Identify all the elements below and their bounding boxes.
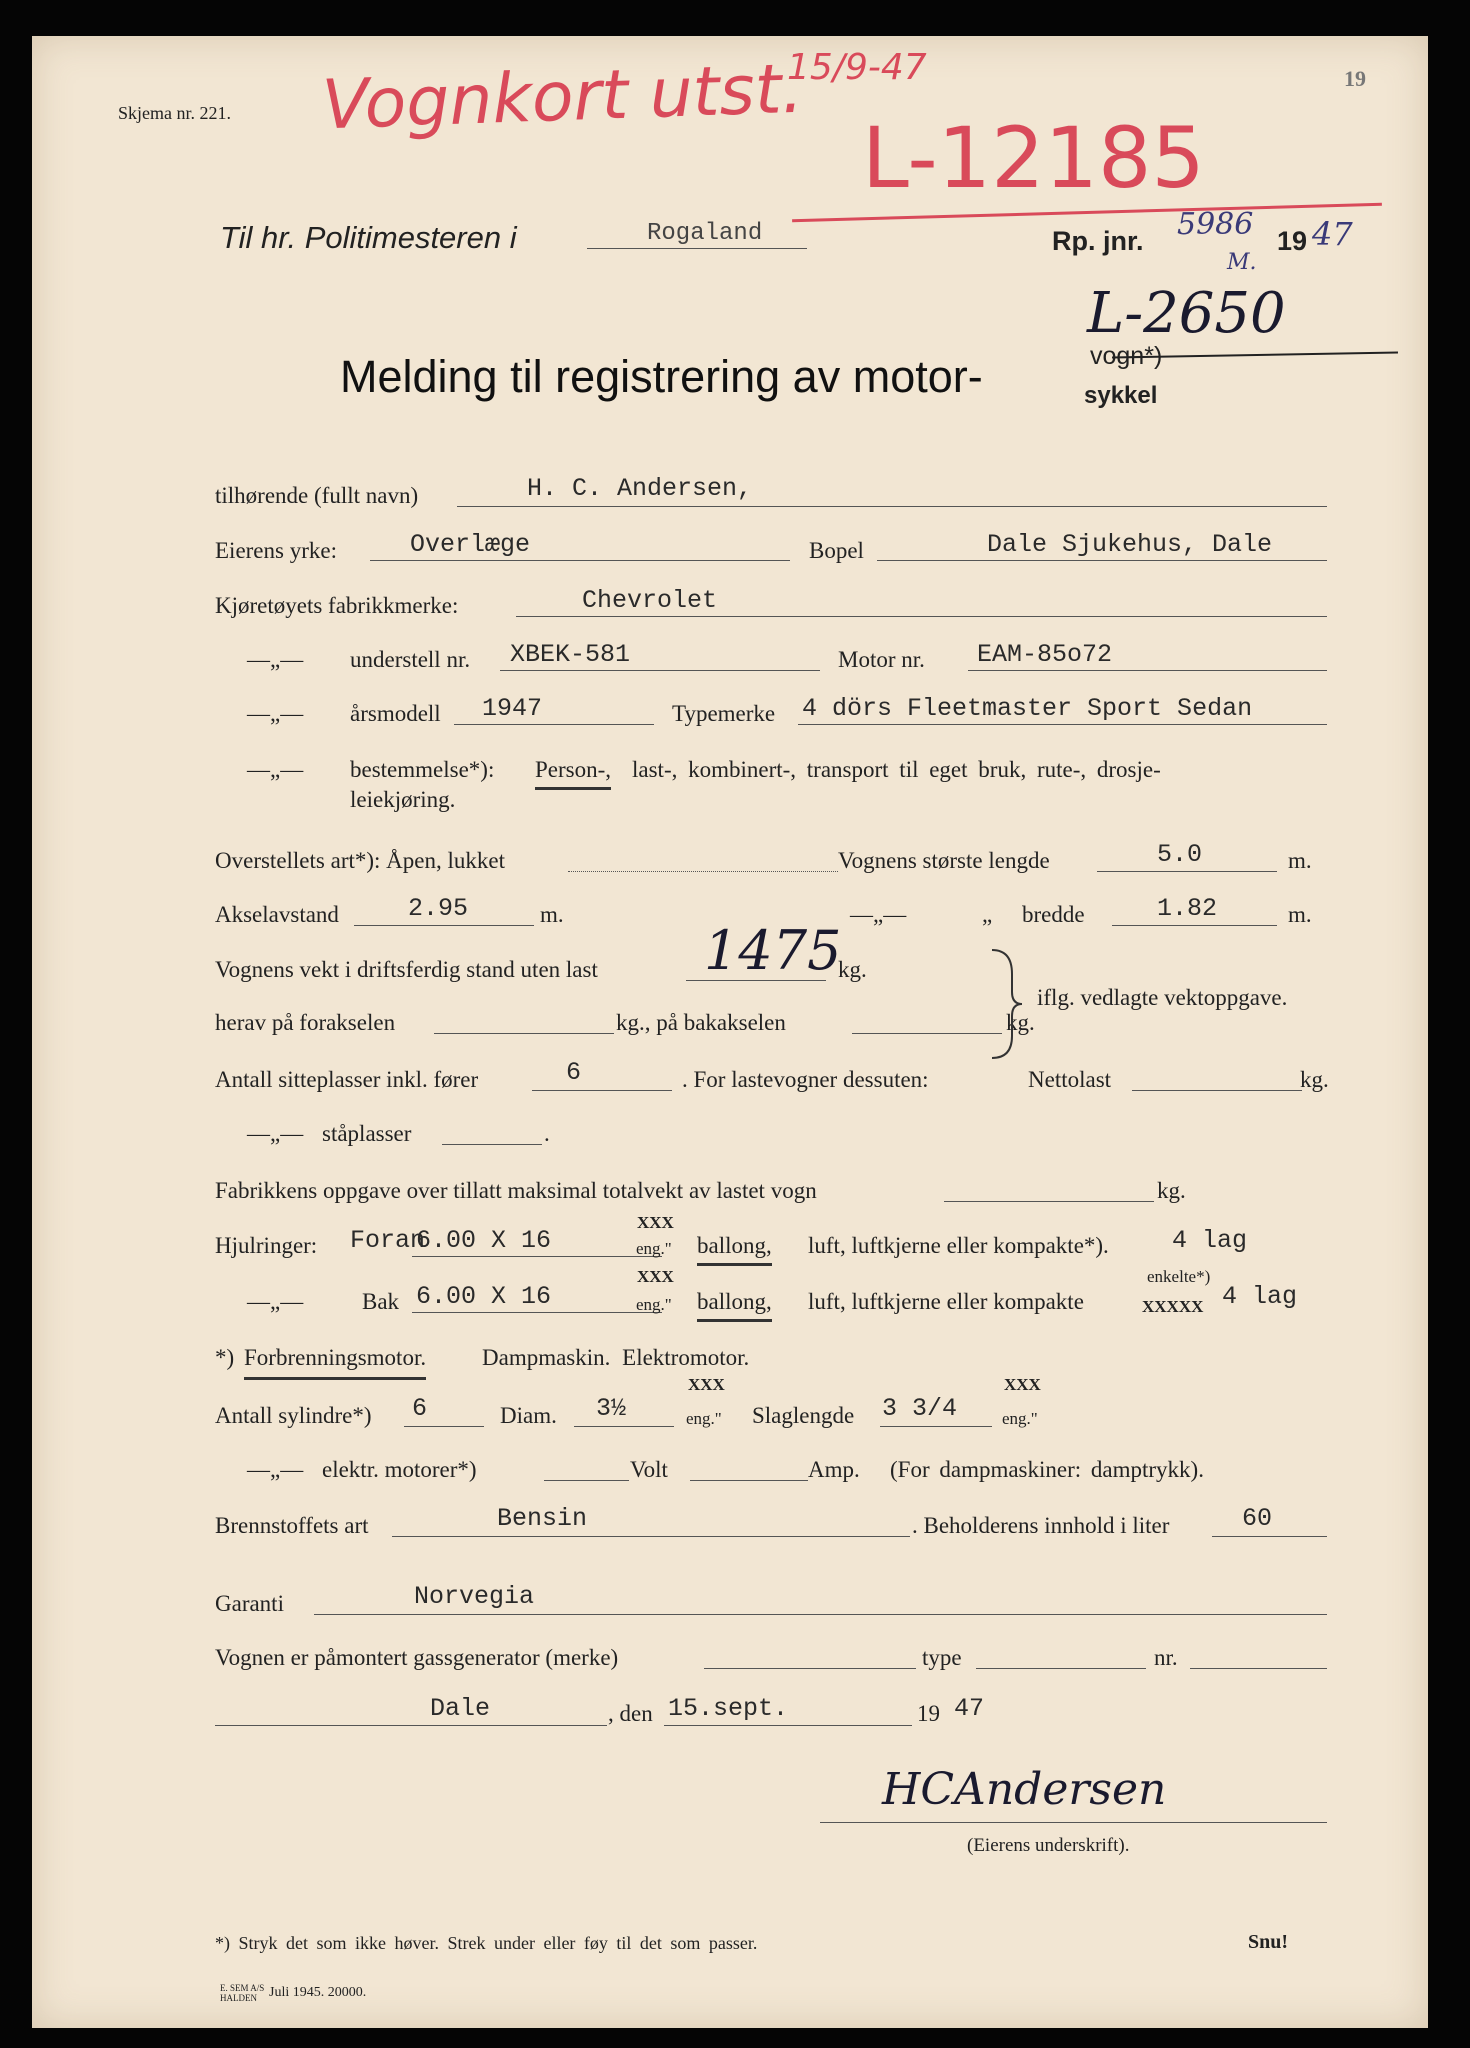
standing-label: ståplasser [322, 1121, 412, 1146]
rear-tyres-option-single: enkelte*) [1147, 1267, 1211, 1286]
rear-tyres-unit: eng." [636, 1295, 672, 1314]
front-tyres-type-rest: luft, luftkjerne eller kompakte*). [808, 1233, 1109, 1258]
front-tyres-label: Hjulringer: [215, 1233, 318, 1258]
title-option-sykkel: sykkel [1084, 382, 1158, 409]
front-tyres-size[interactable]: 6.00 X 16 [416, 1226, 552, 1255]
occupation-value[interactable]: Overlæge [410, 530, 531, 559]
front-tyres-unit-struck: XXX [637, 1213, 674, 1232]
title-option-vogn: vogn*) [1090, 342, 1163, 370]
page-number: 19 [1344, 66, 1366, 91]
guarantee-value[interactable]: Norvegia [414, 1582, 535, 1611]
tank-label: . Beholderens innhold i liter [912, 1513, 1170, 1538]
residence-value[interactable]: Dale Sjukehus, Dale [987, 530, 1273, 559]
stroke-unit: eng." [1002, 1409, 1038, 1428]
steam-note: (For dampmaskiner: damptrykk). [890, 1457, 1204, 1482]
wheelbase-unit: m. [540, 902, 564, 927]
seats-label: Antall sitteplasser inkl. fører [215, 1067, 479, 1092]
tank-value[interactable]: 60 [1242, 1504, 1273, 1533]
ditto-mark: —„— [247, 647, 304, 672]
motor-label: Motor nr. [838, 647, 925, 672]
make-label: Kjøretøyets fabrikkmerke: [215, 593, 459, 618]
ditto-mark: —„— [247, 1457, 304, 1482]
ditto-mark: —„— [247, 701, 304, 726]
type-mark-value[interactable]: 4 dörs Fleetmaster Sport Sedan [802, 694, 1253, 723]
cargo-note: . For lastevogner dessuten: [682, 1067, 929, 1092]
purpose-selected-option[interactable]: Person-, [535, 758, 611, 790]
wheelbase-label: Akselavstand [215, 902, 339, 927]
signature-year-century: 19 [917, 1701, 940, 1726]
rear-tyres-ply[interactable]: 4 lag [1222, 1282, 1298, 1311]
addressee-label: Til hr. Politimesteren i [220, 220, 517, 255]
journal-label: Rp. jnr. [1052, 226, 1144, 256]
gas-generator-label: Vognen er påmontert gassgenerator (merke) [215, 1645, 619, 1670]
weight-label: Vognens vekt i driftsferdig stand uten last [215, 957, 598, 982]
bore-value[interactable]: 3½ [596, 1394, 627, 1423]
front-tyres-ply[interactable]: 4 lag [1172, 1226, 1248, 1255]
ditto-mark: —„— [850, 902, 907, 927]
chassis-value[interactable]: XBEK-581 [510, 640, 631, 669]
bore-unit-struck: XXX [688, 1375, 725, 1394]
rear-tyres-option-twin: XXXXX [1142, 1297, 1204, 1316]
footnote: *) Stryk det som ikke høver. Strek under eller føy til det som passer. [215, 1933, 758, 1953]
max-weight-label: Fabrikkens oppgave over tillatt maksimal totalvekt av lastet vogn [215, 1178, 817, 1203]
printer-mark: E. SEM A/S HALDEN [220, 1983, 265, 2003]
brace-bracket [982, 944, 1032, 1064]
addressee-district: Rogaland [647, 220, 763, 247]
front-tyres-type-selected[interactable]: ballong, [697, 1234, 772, 1266]
wheelbase-value[interactable]: 2.95 [408, 894, 469, 923]
chassis-label: understell nr. [350, 647, 471, 672]
amp-label: Amp. [808, 1457, 860, 1482]
engine-type-rest: Dampmaskin. Elektromotor. [482, 1345, 750, 1370]
front-tyres-unit: eng." [636, 1239, 672, 1258]
length-value[interactable]: 5.0 [1157, 840, 1203, 869]
occupation-label: Eierens yrke: [215, 538, 337, 563]
form-paper [32, 36, 1428, 2028]
date-label: , den [608, 1701, 653, 1726]
net-load-label: Nettolast [1028, 1067, 1112, 1092]
ditto-mark: —„— [247, 1289, 304, 1314]
gas-generator-type-label: type [922, 1645, 962, 1670]
stroke-unit-struck: XXX [1004, 1375, 1041, 1394]
cylinders-label: Antall sylindre*) [215, 1403, 372, 1428]
signature-year[interactable]: 47 [954, 1694, 985, 1723]
rear-tyres-size[interactable]: 6.00 X 16 [416, 1282, 552, 1311]
owner-signature: HCAndersen [882, 1764, 1167, 1815]
owner-name-value[interactable]: H. C. Andersen, [527, 474, 753, 503]
volt-label: Volt [630, 1457, 668, 1482]
rear-tyres-type-selected[interactable]: ballong, [697, 1290, 772, 1322]
signature-place[interactable]: Dale [430, 1694, 491, 1723]
journal-year-suffix: 47 [1312, 215, 1353, 253]
front-axle-label: herav på forakselen [215, 1010, 396, 1035]
ditto-mark: —„— [247, 1121, 304, 1146]
body-type-label: Overstellets art*): Åpen, lukket [215, 848, 505, 873]
form-title: Melding til registrering av motor- [340, 351, 983, 402]
model-year-value[interactable]: 1947 [482, 694, 543, 723]
handwritten-registration-black: L-2650 [1087, 281, 1286, 346]
signature-caption: (Eierens underskrift). [967, 1835, 1130, 1856]
residence-label: Bopel [809, 538, 864, 563]
type-mark-label: Typemerke [672, 701, 776, 726]
handwritten-date-red: 15/9-47 [787, 47, 927, 88]
handwritten-note-vognkort: Vognkort utst. [320, 49, 805, 146]
journal-number: 5986 [1177, 207, 1254, 242]
weight-value[interactable]: 1475 [704, 919, 842, 982]
purpose-line-2: leiekjøring. [350, 787, 456, 812]
purpose-label: bestemmelse*): [350, 757, 495, 782]
front-tyres-size-label: Foran [350, 1226, 426, 1255]
rear-axle-label: kg., på bakakselen [616, 1010, 786, 1035]
width-label: bredde [1022, 902, 1085, 927]
rear-tyres-label: Bak [362, 1289, 400, 1314]
journal-year-prefix: 19 [1277, 226, 1308, 256]
make-value[interactable]: Chevrolet [582, 586, 718, 615]
form-number: Skjema nr. 221. [118, 103, 231, 123]
electric-motors-label: elektr. motorer*) [322, 1457, 477, 1482]
stroke-label: Slaglengde [752, 1403, 855, 1428]
ditto-mark: —„— [247, 757, 304, 782]
guarantee-label: Garanti [215, 1591, 284, 1616]
length-label: Vognens største lengde [838, 848, 1050, 873]
fuel-value[interactable]: Bensin [497, 1504, 588, 1533]
width-ditto: „ [982, 902, 993, 927]
owner-name-label: tilhørende (fullt navn) [215, 483, 419, 508]
print-info: Juli 1945. 20000. [269, 1985, 367, 2000]
journal-initial: M. [1227, 250, 1257, 275]
bore-unit: eng." [686, 1409, 722, 1428]
weight-unit: kg. [838, 957, 867, 982]
bore-label: Diam. [500, 1403, 557, 1428]
cylinders-value[interactable]: 6 [412, 1394, 428, 1423]
handwritten-registration-red: L-12185 [862, 109, 1205, 207]
max-weight-unit: kg. [1157, 1178, 1186, 1203]
rear-tyres-type-rest: luft, luftkjerne eller kompakte [808, 1289, 1084, 1314]
gas-generator-nr-label: nr. [1154, 1645, 1178, 1670]
model-year-label: årsmodell [350, 701, 441, 726]
seats-value[interactable]: 6 [566, 1058, 582, 1087]
engine-type-selected[interactable]: Forbrenningsmotor. [244, 1346, 426, 1380]
rear-axle-unit: kg. [1006, 1010, 1035, 1035]
turn-over-note: Snu! [1248, 1931, 1289, 1953]
engine-type-footnote-mark: *) [215, 1345, 235, 1370]
signature-date[interactable]: 15.sept. [668, 1694, 789, 1723]
width-unit: m. [1288, 902, 1312, 927]
stroke-value[interactable]: 3 3/4 [882, 1394, 958, 1423]
weight-source-note: iflg. vedlagte vektoppgave. [1037, 985, 1288, 1010]
net-load-unit: kg. [1300, 1067, 1329, 1092]
rear-tyres-unit-struck: XXX [637, 1267, 674, 1286]
purpose-other-options: last-, kombinert-, transport til eget bruk, rute-, drosje- [632, 757, 1161, 782]
motor-value[interactable]: EAM-85o72 [977, 640, 1113, 669]
standing-end: . [544, 1121, 550, 1146]
length-unit: m. [1288, 848, 1312, 873]
fuel-label: Brennstoffets art [215, 1513, 369, 1538]
width-value[interactable]: 1.82 [1157, 894, 1218, 923]
